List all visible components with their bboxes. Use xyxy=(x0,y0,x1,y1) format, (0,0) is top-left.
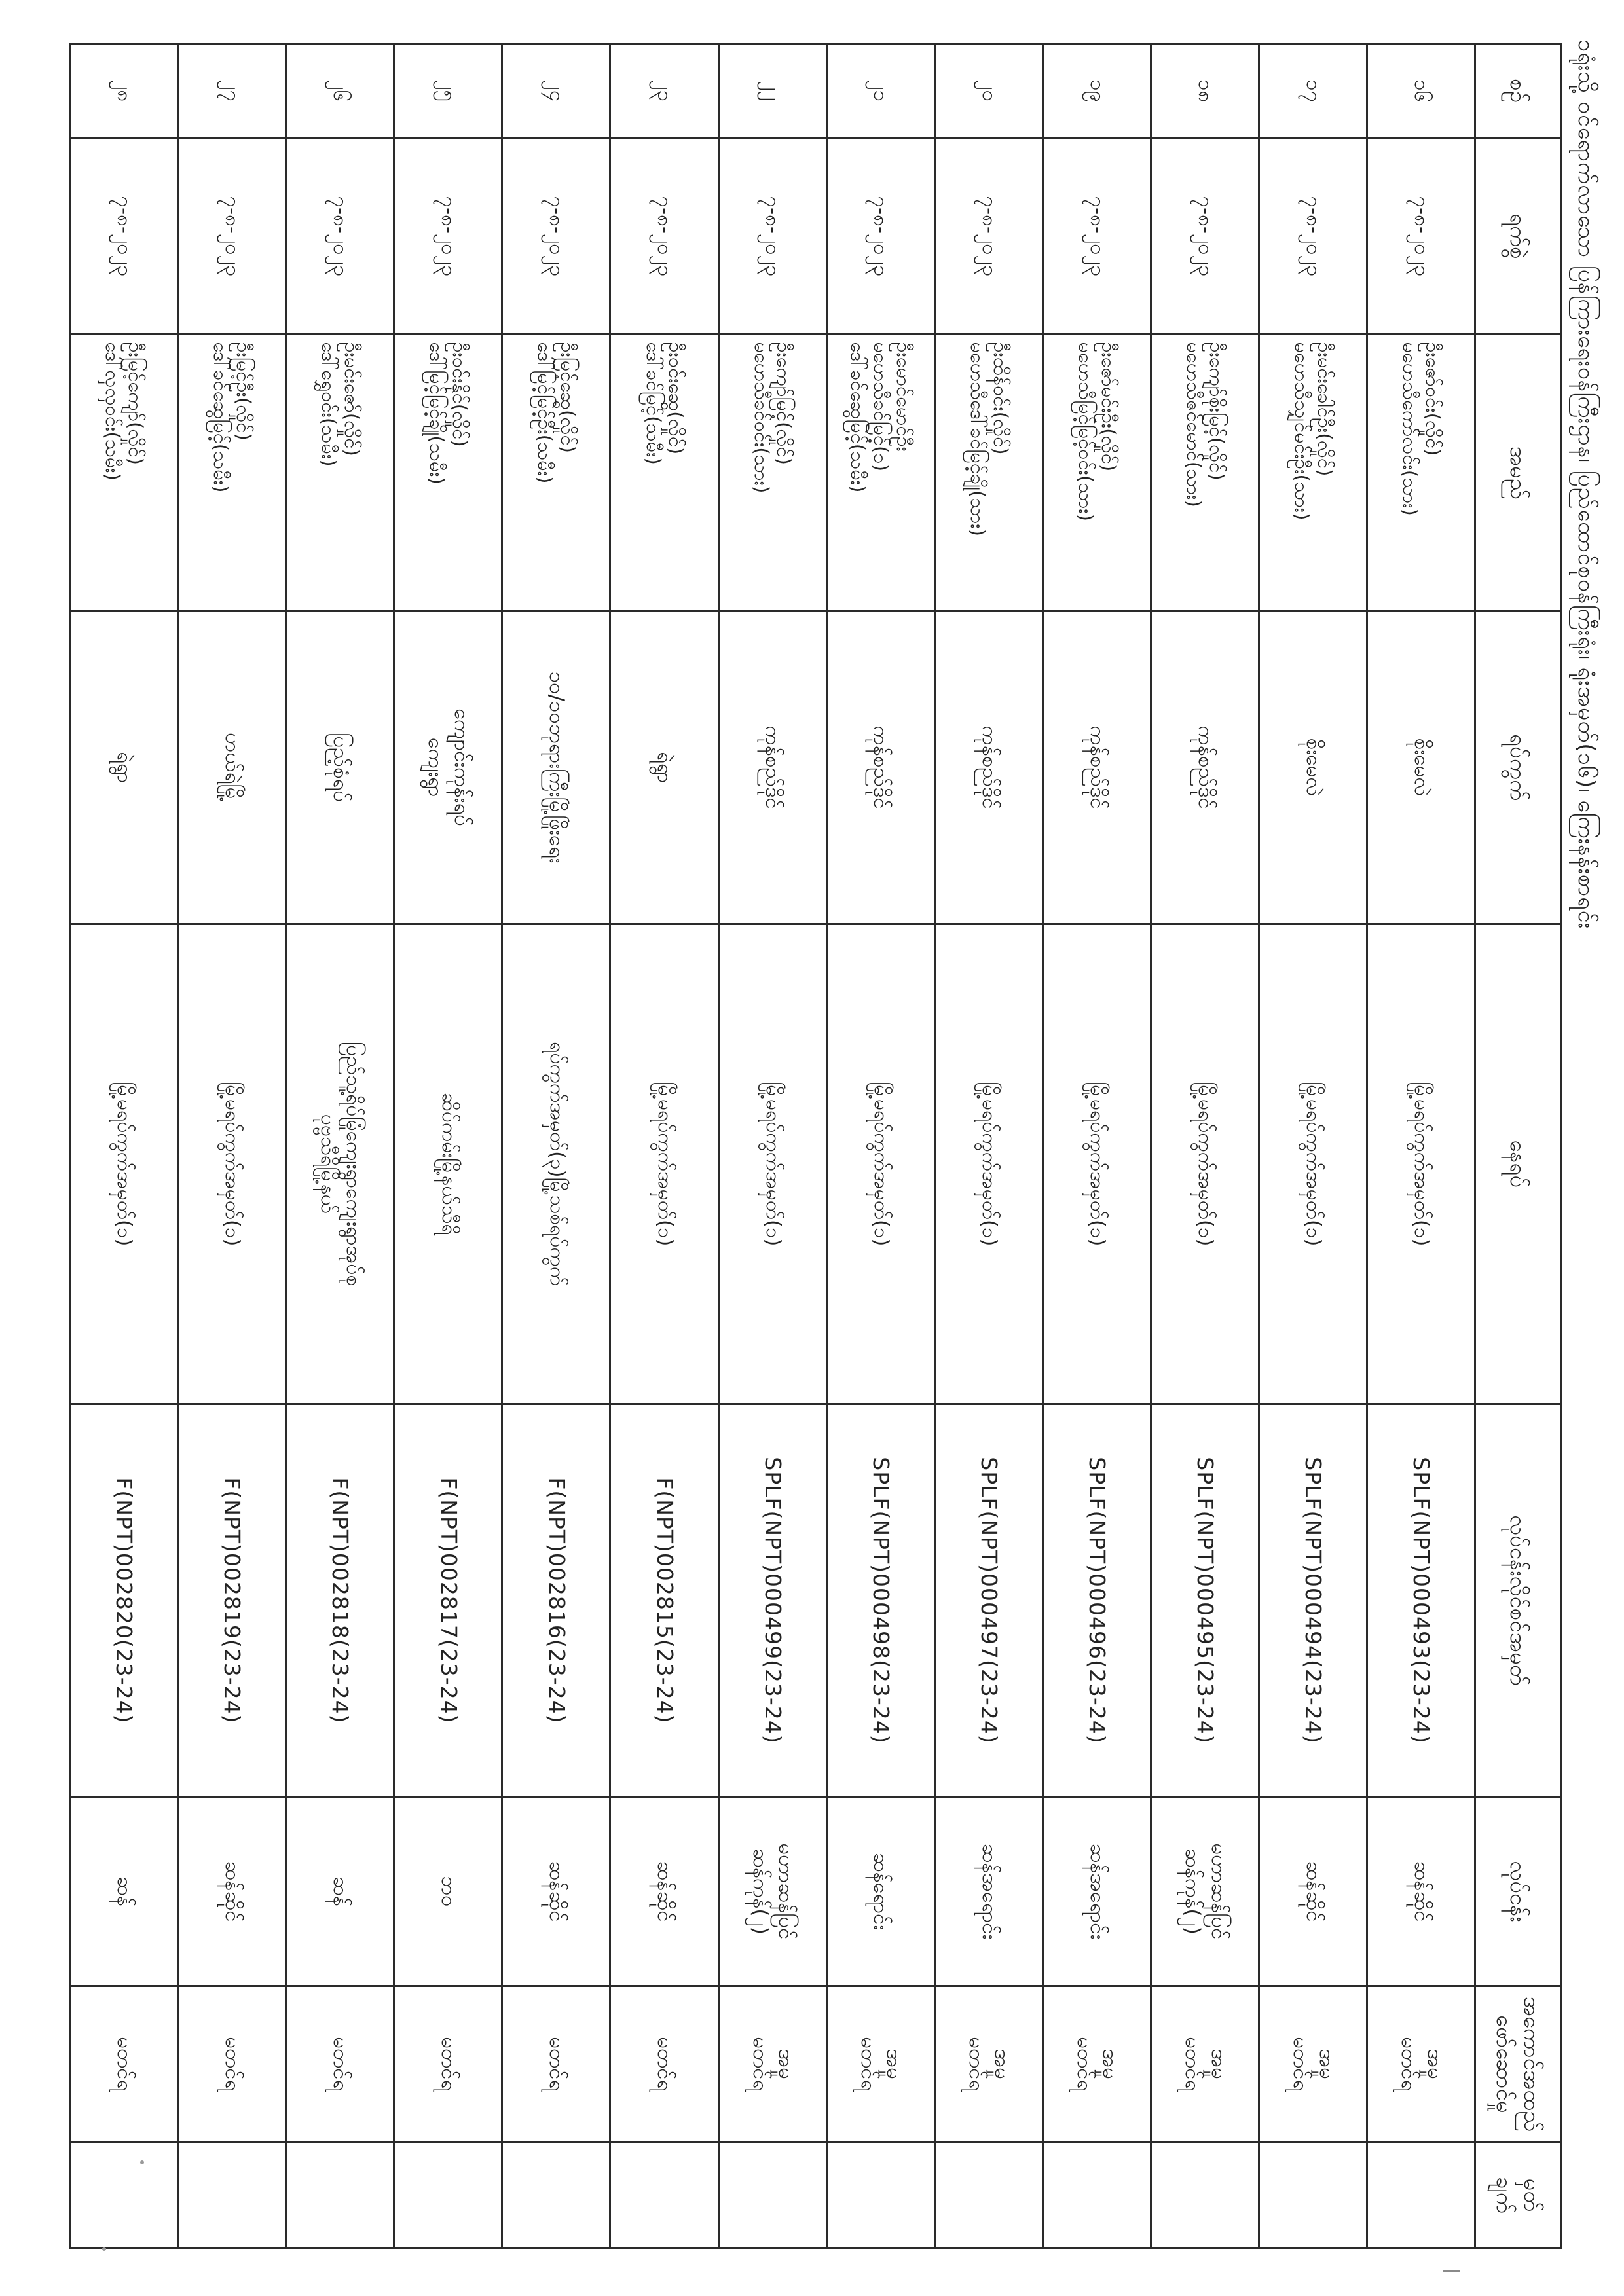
cell-address: မြို့မရပ်ကွက်အမှတ်(၁) xyxy=(610,924,718,1404)
cell-name-line: ဒေါ်မြင့်မြင့်ဦး(သမီး) xyxy=(534,342,557,484)
header-status-line: ဖော်ဆောင်မှု xyxy=(1492,2015,1517,2113)
cell-address: မြို့မရပ်ကွက်အမှတ်(၁) xyxy=(1367,924,1475,1404)
cell-business: ဘဝ xyxy=(394,1796,502,1986)
scan-speck xyxy=(140,2160,144,2164)
cell-status-line: မတင်ရ xyxy=(1072,2037,1096,2092)
cell-remark xyxy=(286,2142,394,2248)
cell-remark xyxy=(178,2142,286,2248)
cell-status-line: အမှု xyxy=(774,2049,798,2079)
cell-no: ၂၁ xyxy=(826,44,934,138)
cell-business: ဆန်ရောင်း xyxy=(826,1796,934,1986)
cell-permit-number: SPLF(NPT)000499(23-24) xyxy=(718,1404,826,1796)
cell-business-line: ဆန်ကုန်(၂) xyxy=(1180,1848,1204,1935)
cell-address: ရပ်ကွက်အမှတ်(၃)မြို့သစ်ရပ်ကွက် xyxy=(502,924,610,1404)
cell-remark xyxy=(826,2142,934,2248)
cell-address: မြို့မရပ်ကွက်အမှတ်(၁) xyxy=(718,924,826,1404)
table-row xyxy=(394,44,502,2248)
table-row xyxy=(286,44,394,2248)
cell-status xyxy=(70,1986,178,2142)
cell-business: ဆန်ဆိုင် xyxy=(1259,1796,1367,1986)
cell-name-line: ဦးမင်းဇော်(လှိုင်) xyxy=(341,342,363,456)
header-business: လုပ်ငန်း xyxy=(1475,1796,1561,1986)
cell-permit-number: SPLF(NPT)000493(23-24) xyxy=(1367,1404,1475,1796)
cell-ward-line: ကျေးရွာ xyxy=(424,737,448,797)
cell-name-line: ဒေါ်ရွှေဝင်း(သမီး) xyxy=(318,342,341,467)
cell-status xyxy=(394,1986,502,2142)
scan-edge-mark xyxy=(1443,2270,1460,2272)
cell-name-line: ဦးကျော်စိုးမြင့်(လှိုင်) xyxy=(1205,342,1228,481)
header-remark-line: ချက် xyxy=(1492,2176,1517,2214)
cell-date: ၇-၈-၂၀၂၃ xyxy=(70,138,178,335)
cell-date: ၇-၈-၂၀၂၃ xyxy=(394,138,502,335)
cell-no: ၁၈ xyxy=(1151,44,1259,138)
cell-name-line: ဒေါ်ခင်ဆွေမြင့်(သမီး) xyxy=(210,342,232,493)
cell-business-line: မဟာဆန်ပြင် xyxy=(774,1843,798,1940)
cell-name-line: ဦးဇော်မင်းဦး(လှိုင်) xyxy=(1097,342,1120,472)
cell-name-line: မဟေသီမြင့်မြင့်ဝင်း(သား) xyxy=(1074,342,1097,521)
cell-date: ၇-၈-၂၀၂၃ xyxy=(502,138,610,335)
cell-ward: ၁၀/၁၀ဘုရားကြီးမြို့ဖြိုးရေး xyxy=(502,611,610,924)
cell-remark xyxy=(1151,2142,1259,2248)
cell-name xyxy=(1043,335,1151,611)
cell-name-line: မဟေသီခင်မြင့်(၁) xyxy=(870,342,893,472)
cell-address: မြို့မရပ်ကွက်အမှတ်(၁) xyxy=(826,924,934,1404)
cell-no: ၂၃ xyxy=(610,44,718,138)
cell-name xyxy=(1367,335,1475,611)
cell-permit-number: F(NPT)002817(23-24) xyxy=(394,1404,502,1796)
cell-permit-number: F(NPT)002820(23-24) xyxy=(70,1404,178,1796)
cell-status-line: မတင်ရ xyxy=(329,2037,353,2092)
cell-name-line: ဦးဝင်းဆွေ(လှိုင်) xyxy=(665,342,688,455)
cell-date: ၇-၈-၂၀၂၃ xyxy=(178,138,286,335)
cell-permit-number: SPLF(NPT)000494(23-24) xyxy=(1259,1404,1367,1796)
cell-permit-number: SPLF(NPT)000498(23-24) xyxy=(826,1404,934,1796)
cell-business xyxy=(718,1796,826,1986)
cell-address: မြို့မရပ်ကွက်အမှတ်(၁) xyxy=(934,924,1043,1404)
cell-date: ၇-၈-၂၀၂၃ xyxy=(934,138,1043,335)
cell-name-line: မဟေသီဇင်မောင်(သား) xyxy=(1182,342,1205,507)
header-remark xyxy=(1475,2142,1561,2248)
cell-permit-number: F(NPT)002818(23-24) xyxy=(286,1404,394,1796)
cell-status-line: အမှု xyxy=(1206,2049,1230,2079)
cell-no: ၂၅ xyxy=(394,44,502,138)
header-address: နေရပ် xyxy=(1475,924,1561,1404)
cell-status-line: မတင်ရ xyxy=(112,2037,136,2092)
cell-status xyxy=(934,1986,1043,2142)
cell-remark xyxy=(1043,2142,1151,2248)
cell-address: မြို့မရပ်ကွက်အမှတ်(၁) xyxy=(1259,924,1367,1404)
header-no: စဉ် xyxy=(1475,44,1561,138)
cell-business: ဆန်ဆိုင် xyxy=(502,1796,610,1986)
cell-status xyxy=(178,1986,286,2142)
cell-address: ဆိပ်ကမ်းမြို့နယ်သီရိ xyxy=(394,924,502,1404)
cell-name xyxy=(718,335,826,611)
cell-status xyxy=(826,1986,934,2142)
cell-address xyxy=(286,924,394,1404)
table-row xyxy=(718,44,826,2248)
cell-address: မြို့မရပ်ကွက်အမှတ်(၁) xyxy=(1043,924,1151,1404)
cell-status xyxy=(1367,1986,1475,2142)
cell-status-line: မတင်ရ xyxy=(437,2037,461,2092)
cell-name xyxy=(826,335,934,611)
cell-status-line: မတင်ရ xyxy=(1288,2037,1312,2092)
cell-name xyxy=(610,335,718,611)
cell-name xyxy=(1259,335,1367,611)
header-date: ရက်စွဲ xyxy=(1475,138,1561,335)
cell-remark xyxy=(502,2142,610,2248)
cell-no: ၁၉ xyxy=(1043,44,1151,138)
cell-remark xyxy=(1367,2142,1475,2248)
cell-address-line: ပြည်သူ့ရိပ်မြုံကျေးရွာကျေးရွာအုပ်စု xyxy=(341,1042,365,1286)
cell-name-line: ဦးဝင်းနိုင်(လှိုင်) xyxy=(449,342,471,447)
cell-ward: ကုန်စည်ဒိုင် xyxy=(1151,611,1259,924)
table-row xyxy=(1151,44,1259,2248)
cell-date: ၇-၈-၂၀၂၃ xyxy=(1043,138,1151,335)
cell-business: ဆန်အရောင်း xyxy=(934,1796,1043,1986)
cell-status-line: အမှု xyxy=(990,2049,1014,2079)
cell-business: ဆန်ဆိုင် xyxy=(610,1796,718,1986)
header-status xyxy=(1475,1986,1561,2142)
cell-date: ၇-၈-၂၀၂၃ xyxy=(1259,138,1367,335)
cell-ward: ပြည့်စုံရပ် xyxy=(286,611,394,924)
cell-ward: ကုန်စည်ဒိုင် xyxy=(718,611,826,924)
cell-ward-line: ကျောင်းကုန်းရပ် xyxy=(450,708,474,826)
table-row xyxy=(826,44,934,2248)
cell-no: ၂၀ xyxy=(934,44,1043,138)
cell-name-line: ဦးမြင့်ဦး(လှိုင်) xyxy=(232,342,255,441)
cell-no: ၂၇ xyxy=(178,44,286,138)
cell-address: မြို့မရပ်ကွက်အမှတ်(၁) xyxy=(178,924,286,1404)
cell-date: ၇-၈-၂၀၂၃ xyxy=(286,138,394,335)
cell-status-line: မတင်ရ xyxy=(1396,2037,1420,2092)
cell-name-line: ဦးကျော်မြင့်(လှိုင်) xyxy=(773,342,796,465)
cell-address-line: ပုဗ္ဗသီရိမြို့နယ် xyxy=(316,1114,340,1214)
cell-name xyxy=(502,335,610,611)
cell-name-line: ဒေါ်ခင်မြင့်(သမီး) xyxy=(642,342,665,465)
cell-ward: ကုန်စည်ဒိုင် xyxy=(1043,611,1151,924)
cell-status-line: အမှု xyxy=(1314,2049,1338,2079)
cell-name-line: ဦးဇော်ဝင်း(လှိုင်) xyxy=(1421,342,1444,456)
cell-remark xyxy=(718,2142,826,2248)
cell-remark xyxy=(610,2142,718,2248)
cell-business: ဆန် xyxy=(286,1796,394,1986)
cell-remark xyxy=(394,2142,502,2248)
cell-permit-number: SPLF(NPT)000495(23-24) xyxy=(1151,1404,1259,1796)
cell-permit-number: SPLF(NPT)000497(23-24) xyxy=(934,1404,1043,1796)
cell-business xyxy=(1151,1796,1259,1986)
cell-date: ၇-၈-၂၀၂၃ xyxy=(718,138,826,335)
cell-business-line: မဟာဆန်ပြင် xyxy=(1206,1843,1230,1940)
cell-ward: ရဲရွာ xyxy=(610,611,718,924)
cell-name-line: ဦးမြင့်ဆွေ(လှိုင်) xyxy=(557,342,580,453)
cell-permit-number: F(NPT)002815(23-24) xyxy=(610,1404,718,1796)
cell-status xyxy=(1151,1986,1259,2142)
cell-status-line: အမှု xyxy=(1422,2049,1447,2079)
cell-business: ဆန်ဆိုင် xyxy=(1367,1796,1475,1986)
header-ward: ရပ်ကွက် xyxy=(1475,611,1561,924)
cell-name xyxy=(934,335,1043,611)
cell-no: ၂၈ xyxy=(70,44,178,138)
cell-name-line: ဒေါ်ခင်ဆွေမြင့်(သမီး) xyxy=(847,342,870,493)
cell-name-line: ဦးမင်းခေါင်ဦး(လှိုင်) xyxy=(1313,342,1336,477)
cell-status-line: မတင်ရ xyxy=(1180,2037,1204,2092)
table-row xyxy=(502,44,610,2248)
cell-ward: ကုန်စည်ဒိုင် xyxy=(826,611,934,924)
cell-date: ၇-၈-၂၀၂၃ xyxy=(1367,138,1475,335)
table-row xyxy=(610,44,718,2248)
document-title: ၁ရုံးသို့ ဝင်ရောက်လာသော ပြန်ကြားရေးဝန်ကြီးဌာန၊ ပြည်ထောင်စုဝန်ကြီးရုံး၊ ရုံးအမှတ်(၁၆)၊ ကြေးနန်းစာရင်း xyxy=(1573,39,1599,930)
cell-name-line: ဦးမောင်မောင်ဦး xyxy=(892,342,915,452)
cell-status-line: မတင်ရ xyxy=(748,2037,772,2092)
header-permit: လုပ်ငန်းလိုင်စင်အမှတ် xyxy=(1475,1404,1561,1796)
cell-ward: ရဲရွာ xyxy=(70,611,178,924)
record-table xyxy=(69,43,1562,2249)
header-row xyxy=(1475,44,1561,2248)
cell-no: ၂၄ xyxy=(502,44,610,138)
cell-name xyxy=(286,335,394,611)
cell-no: ၁၆ xyxy=(1367,44,1475,138)
cell-name-line: မဟေသီကော်လင်း(သား) xyxy=(1398,342,1421,516)
table-row xyxy=(1259,44,1367,2248)
cell-ward xyxy=(394,611,502,924)
table-body xyxy=(70,44,1475,2248)
cell-name-line: ဒေါ်မြင့်မြင့်ချို(သမီး) xyxy=(426,342,449,484)
cell-name xyxy=(394,335,502,611)
cell-name xyxy=(178,335,286,611)
cell-address: မြို့မရပ်ကွက်အမှတ်(၁) xyxy=(1151,924,1259,1404)
cell-status xyxy=(718,1986,826,2142)
cell-permit-number: F(NPT)002819(23-24) xyxy=(178,1404,286,1796)
cell-permit-number: SPLF(NPT)000496(23-24) xyxy=(1043,1404,1151,1796)
cell-status-line: မတင်ရ xyxy=(545,2037,569,2092)
scan-speck xyxy=(102,2247,106,2251)
cell-status-line: မတင်ရ xyxy=(964,2037,988,2092)
cell-name-line: မဟေသီဒေါ်ခင်မြင့်ချို(သား) xyxy=(966,342,989,536)
cell-business: ဆန်အရောင်း xyxy=(1043,1796,1151,1986)
cell-name xyxy=(1151,335,1259,611)
cell-remark xyxy=(934,2142,1043,2248)
cell-remark xyxy=(70,2142,178,2248)
cell-status-line: မတင်ရ xyxy=(221,2037,245,2092)
header-status-line: အကောင်အထည် xyxy=(1519,1996,1545,2132)
cell-ward: ဟယ်ရဲမြို့ xyxy=(178,611,286,924)
cell-no: ၁၇ xyxy=(1259,44,1367,138)
cell-status xyxy=(1043,1986,1151,2142)
cell-no: ၂၆ xyxy=(286,44,394,138)
cell-status xyxy=(286,1986,394,2142)
cell-date: ၇-၈-၂၀၂၃ xyxy=(610,138,718,335)
cell-ward: စိုးမေလဲ xyxy=(1259,611,1367,924)
cell-name-line: ဒေါ်လှလှဝင်း(သမီး) xyxy=(101,342,124,481)
cell-ward: ကုန်စည်ဒိုင် xyxy=(934,611,1043,924)
cell-name-line: ဦးမြင့်ကျော်(လှိုင်) xyxy=(124,342,147,465)
cell-date: ၇-၈-၂၀၂၃ xyxy=(826,138,934,335)
table-row xyxy=(178,44,286,2248)
cell-name-line: ဦးထိန်ဝင်း(လှိုင်) xyxy=(989,342,1012,455)
cell-name xyxy=(70,335,178,611)
cell-no: ၂၂ xyxy=(718,44,826,138)
header-remark-line: မှတ် xyxy=(1519,2178,1545,2212)
header-name: အမည် xyxy=(1475,335,1561,611)
table-row xyxy=(934,44,1043,2248)
cell-status-line: မတင်ရ xyxy=(856,2037,880,2092)
table-row xyxy=(70,44,178,2248)
cell-status xyxy=(610,1986,718,2142)
cell-ward: စိုးမေလဲ xyxy=(1367,611,1475,924)
table-row xyxy=(1367,44,1475,2248)
cell-status-line: အမှု xyxy=(1098,2049,1122,2079)
cell-name-line: မဟေသီသျှင်မင်းဦး(သား) xyxy=(1290,342,1313,520)
cell-business-line: ဆန်ကုန်(၂) xyxy=(748,1848,772,1935)
cell-address: မြို့မရပ်ကွက်အမှတ်(၁) xyxy=(70,924,178,1404)
cell-permit-number: F(NPT)002816(23-24) xyxy=(502,1404,610,1796)
cell-status-line: မတင်ရ xyxy=(653,2037,677,2092)
cell-name-line: မဟေသီခင်ဝင်း(သား) xyxy=(750,342,773,494)
cell-remark xyxy=(1259,2142,1367,2248)
cell-status xyxy=(1259,1986,1367,2142)
table-row xyxy=(1043,44,1151,2248)
cell-date: ၇-၈-၂၀၂၃ xyxy=(1151,138,1259,335)
cell-status xyxy=(502,1986,610,2142)
cell-status-line: အမှု xyxy=(882,2049,906,2079)
cell-business: ဆန် xyxy=(70,1796,178,1986)
cell-business: ဆန်ဆိုင် xyxy=(178,1796,286,1986)
